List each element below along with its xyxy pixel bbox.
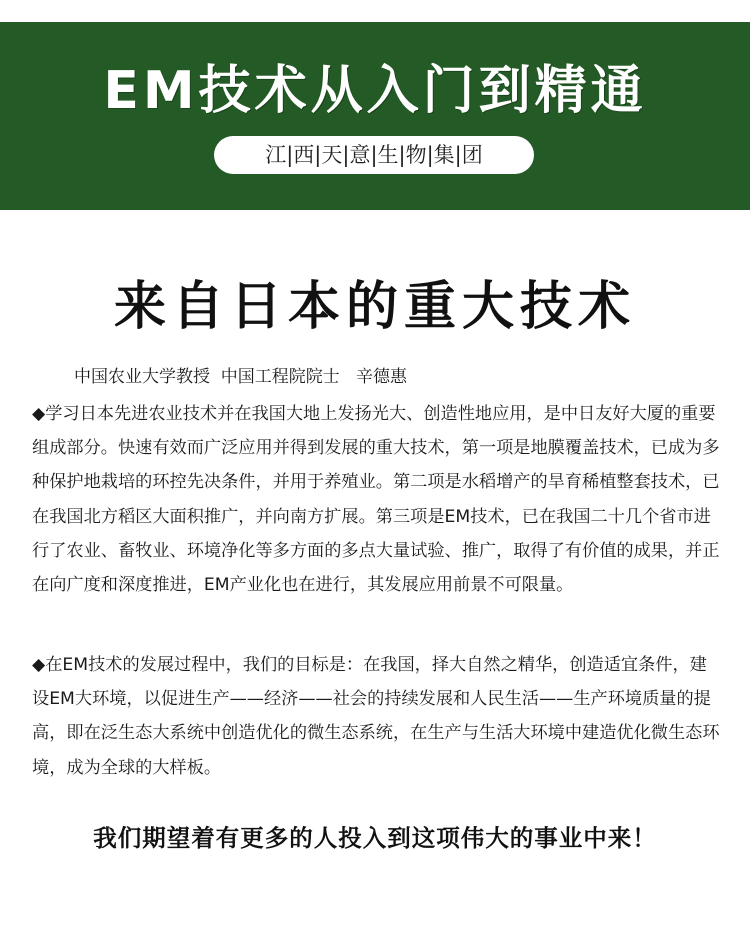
- article-headline: 来自日本的重大技术: [113, 277, 636, 337]
- banner-title: EM技术从入门到精通: [103, 61, 647, 121]
- company-name-pill: 江|西|天|意|生|物|集|团: [214, 136, 534, 174]
- closing-statement: 我们期望着有更多的人投入到这项伟大的事业中来！: [93, 824, 657, 852]
- paragraph-2: ◆在EM技术的发展过程中，我们的目标是：在我国，择大自然之精华，创造适宜条件，建设EM大环境，以促进生产——经济——社会的持续发展和人民生活——生产环境质量的提高，即在泛生态大系统中创造优化的微生态系统，在生产与生活大环境中建造优化微生态环境，成为全球的大样板。: [32, 655, 720, 778]
- paragraph-1: ◆学习日本先进农业技术并在我国大地上发扬光大、创造性地应用，是中日友好大厦的重要组成部分。快速有效而广泛应用并得到发展的重大技术，第一项是地膜覆盖技术，已成为多种保护地栽培的环控先决条件，并用于养殖业。第二项是水稻增产的旱育稀植整套技术，已在我国北方稻区大面积推广，并向南方扩展。第三项是EM技术，已在我国二十几个省市进行了农业、畜牧业、环境净化等多方面的多点大量试验、推广，取得了有价值的成果，并正在向广度和深度推进，EM产业化也在进行，其发展应用前景不可限量。: [32, 404, 720, 596]
- article-author: 中国农业大学教授 中国工程院院士 辛德惠: [74, 367, 408, 387]
